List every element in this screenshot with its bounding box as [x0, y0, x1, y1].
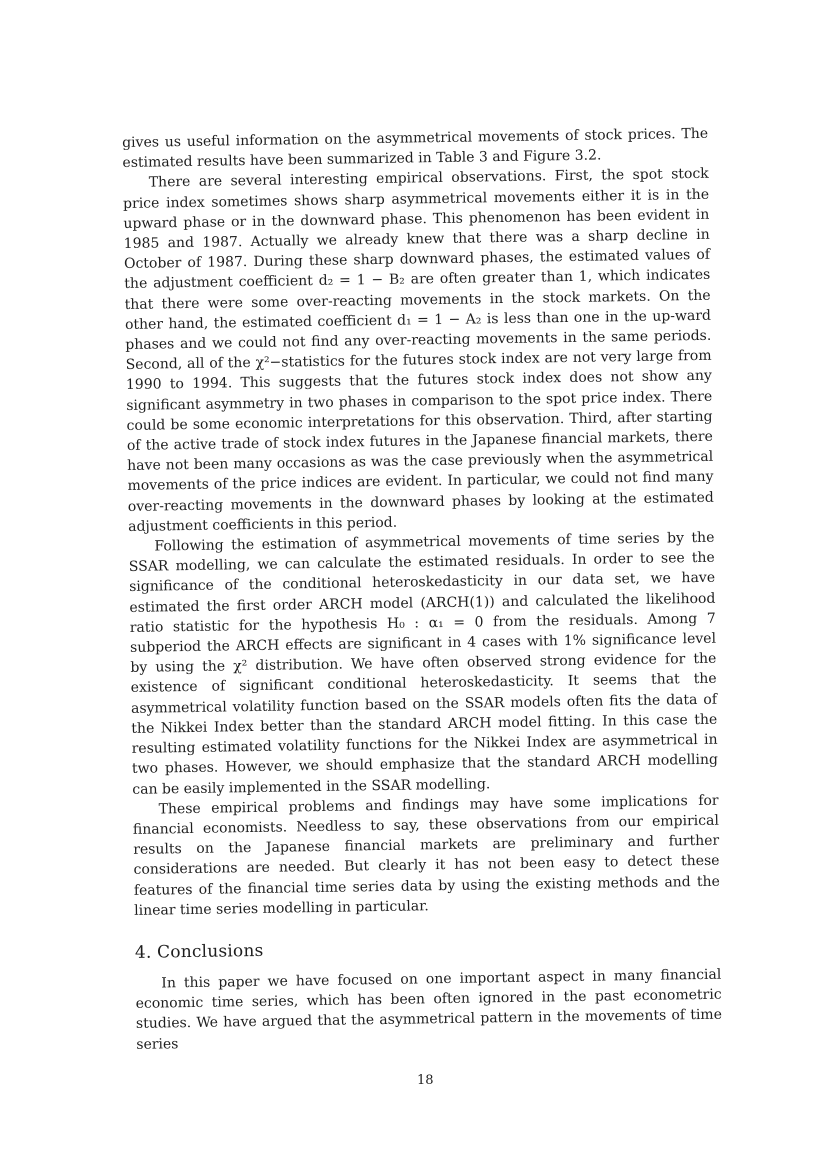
body-paragraph: gives us useful information on the asymmetrical movements of stock prices. The estimated results have been summarized in Table 3 and Figure 3.2.	[122, 125, 709, 172]
page-body	[122, 124, 722, 1055]
body-paragraph: These empirical problems and findings may have some implications for financial economists. Needless to say, these observations from our empirical results on the Japanese financial markets are preliminary and further considerations are needed. But clearly it has not been easy to detect these features of the financial time series data by using the existing methods and the linear time series modelling in particular.	[132, 792, 720, 919]
body-paragraph: In this paper we have focused on one important aspect in many financial economic time series, which has been often ignored in the past econometric studies. We have argued that the asymmetrical pattern in the movements of time series	[135, 966, 723, 1053]
section-heading: 4. Conclusions	[134, 940, 264, 963]
page-number: 18	[417, 1073, 434, 1088]
body-paragraph: Following the estimation of asymmetrical movements of time series by the SSAR modelling, we can calculate the estimated residuals. In order to see the significance of the conditional heteroskedasticity in our data set, we have estimated the first order ARCH model (ARCH(1)) and calculated the likelihood ratio statistic for the hypothesis H₀ : α₁ = 0 from the residuals. Among 7 subperiod the ARCH effects are significant in 4 cases with 1% significance level by using the χ² distribution. We have often observed strong evidence for the existence of significant conditional heteroskedasticity. It seems that the asymmetrical volatility function based on the SSAR models often fits the data of the Nikkei Index better than the standard ARCH model fitting. In this case the resulting estimated volatility functions for the Nikkei Index are asymmetrical in two phases. However, we should emphasize that the standard ARCH modelling can be easily implemented in the SSAR modelling.	[128, 529, 719, 798]
body-paragraph: There are several interesting empirical observations. First, the spot stock price index sometimes shows sharp asymmetrical movements either it is in the upward phase or in the downward phase. This phenomenon has been evident in 1985 and 1987. Actually we already knew that there was a sharp decline in October of 1987. During these sharp downward phases, the estimated values of the adjustment coefficient d₂ = 1 − B₂ are often greater than 1, which indicates that there were some over-reacting movements in the stock markets. On the other hand, the estimated coefficient d₁ = 1 − A₂ is less than one in the up-ward phases and we could not find any over-reacting movements in the same periods. Second, all of the χ²−statistics for the futures stock index are not very large from 1990 to 1994. This suggests that the futures stock index does not show any significant asymmetry in two phases in comparison to the spot price index. There could be some economic interpretations for this observation. Third, after starting of the active trade of stock index futures in the Japanese financial markets, there have not been many occasions as was the case previously when the asymmetrical movements of the price indices are evident. In particular, we could not find many over-reacting movements in the downward phases by looking at the estimated adjustment coefficients in this period.	[122, 166, 714, 535]
